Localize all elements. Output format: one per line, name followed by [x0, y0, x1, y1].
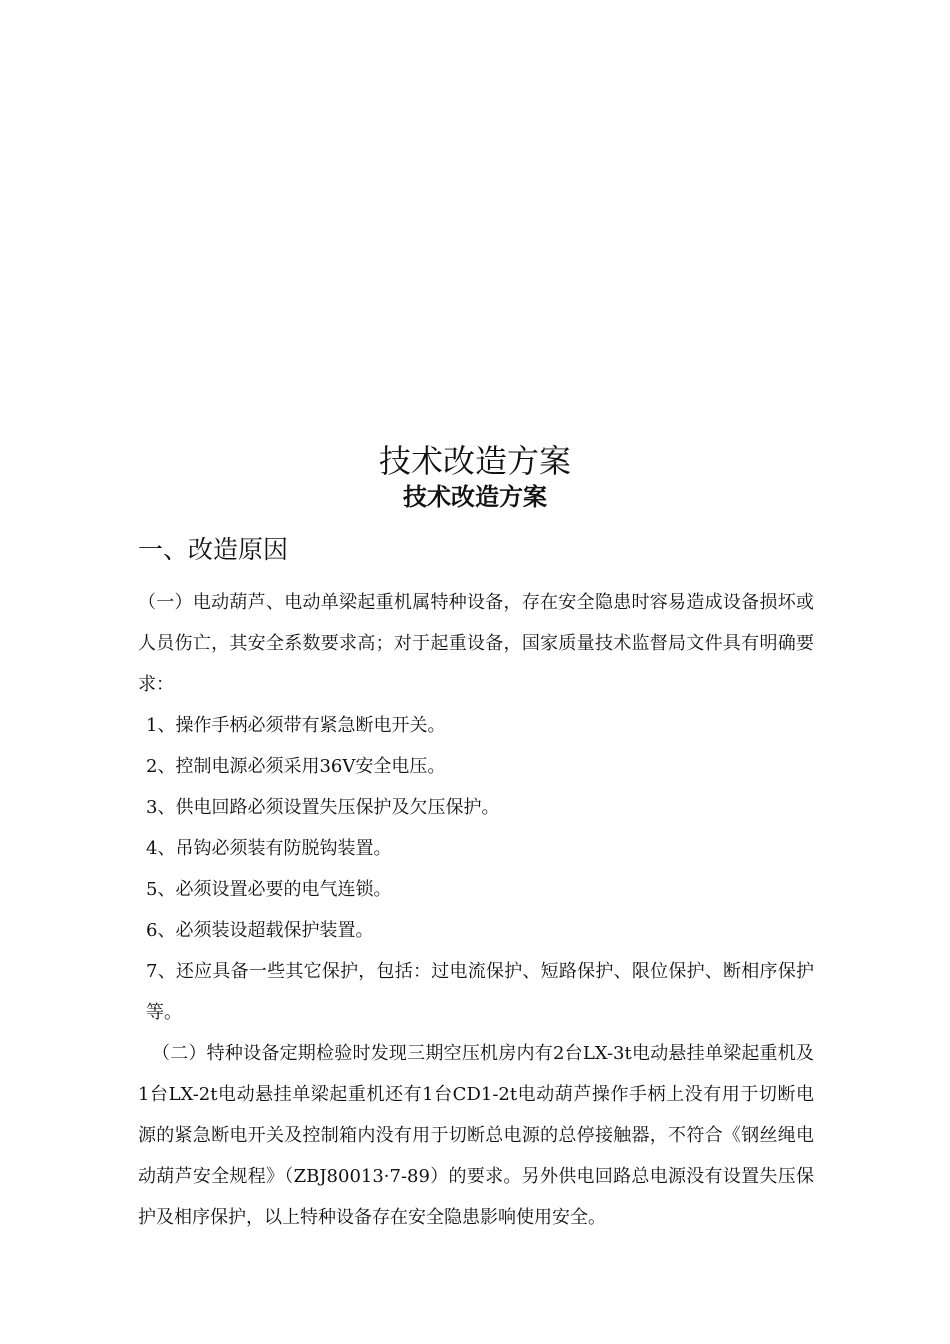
requirement-item: 3、供电回路必须设置失压保护及欠压保护。 [146, 797, 500, 818]
section-heading: 一、改造原因 [138, 535, 289, 564]
requirement-item: 6、必须装设超载保护装置。 [146, 920, 374, 941]
document-body [138, 582, 814, 1238]
paragraph-findings: （二）特种设备定期检验时发现三期空压机房内有2台LX-3t电动悬挂单梁起重机及1台LX-2t电动悬挂单梁起重机还有1台CD1-2t电动葫芦操作手柄上没有用于切断电源的紧急断电开关及控制箱内没有用于切断总电源的总停接触器，不符合《钢丝绳电动葫芦安全规程》（ZBJ80013·7-89）的要求。另外供电回路总电源没有设置失压保护及相序保护，以上特种设备存在安全隐患影响使用安全。 [138, 1043, 814, 1228]
requirement-item: 7、还应具备一些其它保护，包括：过电流保护、短路保护、限位保护、断相序保护等。 [146, 961, 814, 1023]
requirement-item: 2、控制电源必须采用36V安全电压。 [146, 756, 446, 777]
document-title: 技术改造方案 [378, 442, 571, 480]
requirement-item: 4、吊钩必须装有防脱钩装置。 [146, 838, 392, 859]
requirement-item: 1、操作手柄必须带有紧急断电开关。 [146, 715, 446, 736]
document-subtitle: 技术改造方案 [403, 483, 547, 511]
paragraph-intro: （一）电动葫芦、电动单梁起重机属特种设备，存在安全隐患时容易造成设备损坏或人员伤亡，其安全系数要求高；对于起重设备，国家质量技术监督局文件具有明确要求： [138, 592, 814, 695]
requirement-item: 5、必须设置必要的电气连锁。 [146, 879, 392, 900]
